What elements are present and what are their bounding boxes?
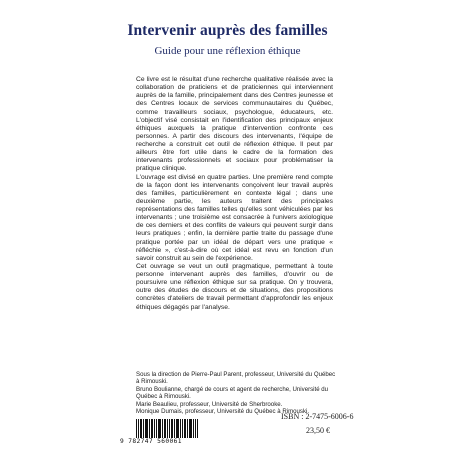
book-subtitle: Guide pour une réflexion éthique <box>154 45 301 57</box>
author-credits <box>136 371 336 416</box>
isbn-number: ISBN : 2-7475-6006-6 <box>281 412 354 421</box>
credit-line: Marie Beaulieu, professeur, Université de Sherbrooke. <box>136 400 283 408</box>
credit-line: Monique Dumais, professeur, Université du Québec à Rimouski. <box>136 408 310 416</box>
description-paragraph: Ce livre est le résultat d'une recherche qualitative réalisée avec la collaboration de praticiens et de praticiennes qui interviennent auprès de la famille, principalement dans des Centres jeunesse et des Centres locaux de services communautaires du Québec, comme travailleurs sociaux, psychologue, éducateurs, etc. L'objectif visé consistait en l'identification des principaux enjeux éthiques auxquels la pratique d'intervention confronte ces personnes. A partir des discours des intervenants, l'équipe de recherche a construit cet outil de réflexion éthique. Il peut par ailleurs être fort utile dans le cadre de la formation des intervenants professionnels et sociaux pour problématiser la pratique clinique. <box>136 76 333 173</box>
barcode-digits: 9 782747 560061 <box>120 438 220 445</box>
book-description <box>136 76 333 312</box>
description-paragraph: Cet ouvrage se veut un outil pragmatique, permettant à toute personne intervenant auprès des familles, d'ouvrir ou de poursuivre une réflexion éthique sur sa pratique. On y trouvera, outre des études de discours et de situations, des propositions concrètes d'ateliers de travail permettant d'approfondir les enjeux éthiques dégagés par l'analyse. <box>136 262 333 311</box>
book-title: Intervenir auprès des familles <box>127 22 328 39</box>
price-label: 23,50 € <box>306 426 330 435</box>
description-paragraph: L'ouvrage est divisé en quatre parties. Une première rend compte de la façon dont les intervenants conçoivent leur travail auprès des familles, particulièrement en contexte légal ; dans une deuxième partie, les auteurs traitent des principales représentations des familles telles qu'elles sont véhiculées par les intervenants ; une troisième est consacrée à l'univers axiologique de ces derniers et des conflits de valeurs qui peuvent surgir dans leurs pratiques ; enfin, la dernière partie traite du passage d'une pratique portée par un idéal de départ vers une pratique « réfléchie », c'est-à-dire où cet idéal est revu en fonction d'un savoir construit au sein de l'expérience. <box>136 173 333 262</box>
credit-line: Bruno Boulianne, chargé de cours et agent de recherche, Université du Québec à Rimouski. <box>136 385 329 401</box>
credit-line: Sous la direction de Pierre-Paul Parent, professeur, Université du Québec à Rimouski. <box>136 371 336 386</box>
